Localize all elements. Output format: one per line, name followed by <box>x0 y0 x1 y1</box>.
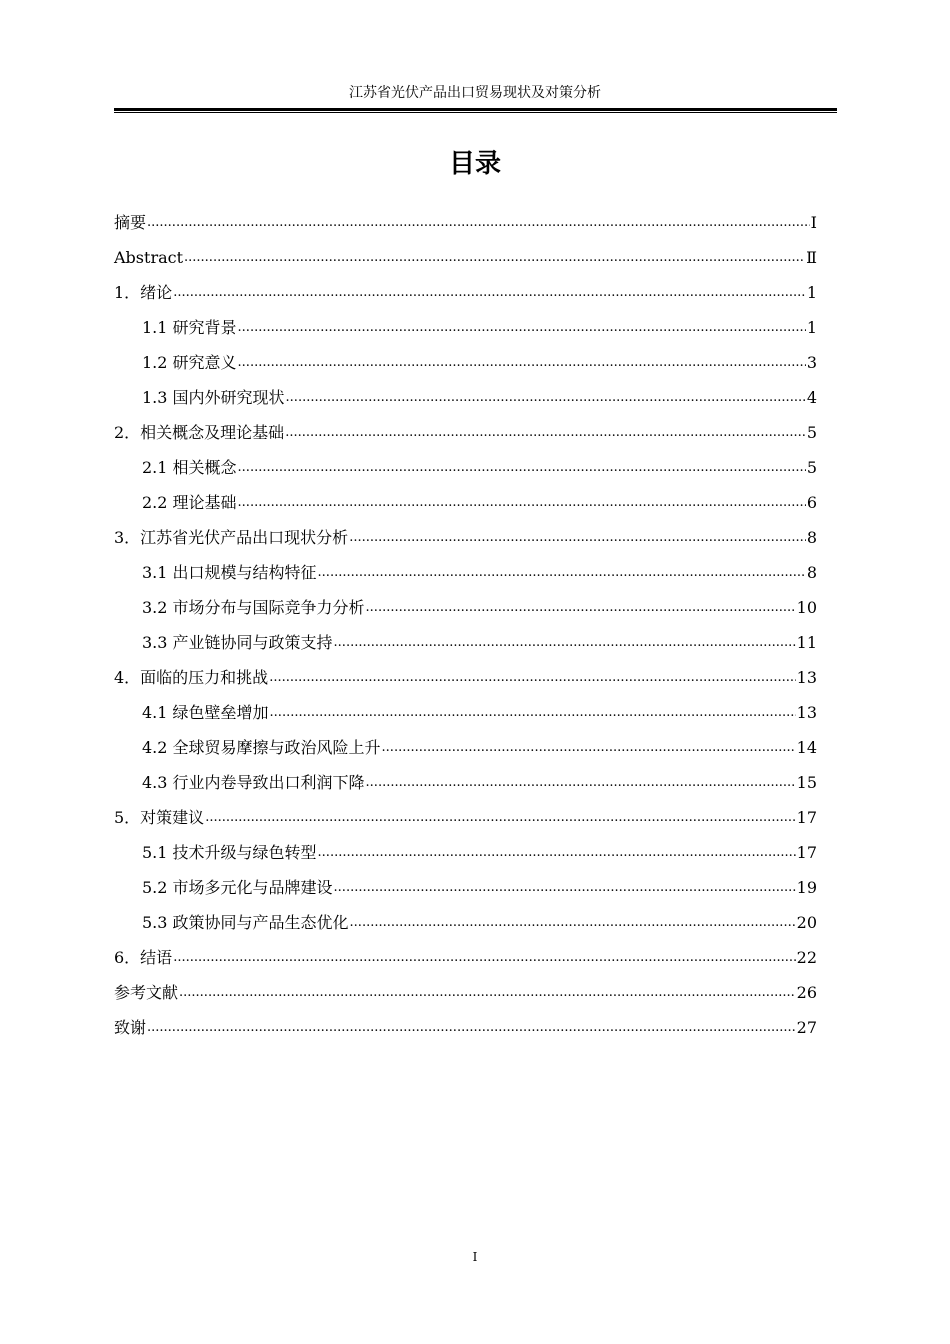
toc-entry-chapter-6[interactable] <box>114 940 817 975</box>
toc-entry-page: 17 <box>796 807 817 827</box>
toc-entry-page: Ⅰ <box>810 212 817 232</box>
toc-entry-label: 3．江苏省光伏产品出口现状分析 <box>114 527 349 547</box>
toc-entry-page: 20 <box>796 912 817 932</box>
toc-leader-dots <box>334 878 796 898</box>
toc-leader-dots <box>147 1018 796 1038</box>
toc-leader-dots <box>238 318 806 338</box>
toc-leader-dots <box>318 843 796 863</box>
toc-entry-page: 22 <box>796 947 817 967</box>
toc-entry-label: 1.2 研究意义 <box>142 352 237 372</box>
toc-leader-dots <box>205 808 795 828</box>
toc-leader-dots <box>334 633 796 653</box>
toc-entry-label: 6．结语 <box>114 947 173 967</box>
toc-entry-section-4-3[interactable] <box>114 765 817 800</box>
toc-leader-dots <box>349 528 806 548</box>
toc-entry-label: 3.1 出口规模与结构特征 <box>142 562 317 582</box>
toc-leader-dots <box>179 983 796 1003</box>
toc-leader-dots <box>270 703 796 723</box>
toc-entry-chapter-4[interactable] <box>114 660 817 695</box>
toc-entry-label: 1.1 研究背景 <box>142 317 237 337</box>
toc-entry-page: 5 <box>806 422 817 442</box>
toc-entry-label: 致谢 <box>114 1017 147 1037</box>
toc-entry-label: 4.1 绿色壁垒增加 <box>142 702 269 722</box>
toc-leader-dots <box>366 773 796 793</box>
toc-leader-dots <box>238 458 806 478</box>
toc-entry-label: 3.3 产业链协同与政策支持 <box>142 632 333 652</box>
toc-leader-dots <box>285 423 806 443</box>
toc-entry-page: 14 <box>796 737 817 757</box>
toc-entry-label: 摘要 <box>114 212 147 232</box>
toc-entry-section-3-2[interactable] <box>114 590 817 625</box>
toc-entry-label: 2．相关概念及理论基础 <box>114 422 285 442</box>
toc-entry-page: Ⅱ <box>806 247 817 267</box>
toc-entry-page: 3 <box>806 352 817 372</box>
toc-entry-page: 17 <box>796 842 817 862</box>
toc-entry-section-5-3[interactable] <box>114 905 817 940</box>
toc-entry-chapter-3[interactable] <box>114 520 817 555</box>
toc-leader-dots <box>238 493 806 513</box>
header-rule-thin <box>114 112 837 113</box>
toc-entry-section-5-1[interactable] <box>114 835 817 870</box>
toc-entry-chapter-5[interactable] <box>114 800 817 835</box>
toc-entry-abstract-en[interactable] <box>114 240 817 275</box>
toc-entry-page: 26 <box>796 982 817 1002</box>
page-number: I <box>472 1250 478 1264</box>
toc-entry-section-4-2[interactable] <box>114 730 817 765</box>
toc-entry-page: 1 <box>806 317 817 337</box>
toc-entry-page: 1 <box>806 282 817 302</box>
toc-entry-label: 2.1 相关概念 <box>142 457 237 477</box>
toc-leader-dots <box>366 598 796 618</box>
toc-entry-page: 6 <box>806 492 817 512</box>
toc-entry-page: 8 <box>806 527 817 547</box>
toc-entry-label: 参考文献 <box>114 982 179 1002</box>
toc-entry-label: 4．面临的压力和挑战 <box>114 667 269 687</box>
toc-entry-section-4-1[interactable] <box>114 695 817 730</box>
toc-entry-page: 11 <box>796 632 817 652</box>
toc-leader-dots <box>173 948 795 968</box>
toc-entry-label: 5.3 政策协同与产品生态优化 <box>142 912 349 932</box>
toc-leader-dots <box>173 283 806 303</box>
toc-entry-section-1-2[interactable] <box>114 345 817 380</box>
toc-leader-dots <box>318 563 806 583</box>
toc-entry-page: 5 <box>806 457 817 477</box>
toc-entry-page: 19 <box>796 877 817 897</box>
toc-entry-page: 15 <box>796 772 817 792</box>
toc-leader-dots <box>286 388 806 408</box>
toc-leader-dots <box>238 353 806 373</box>
toc-entry-label: 4.3 行业内卷导致出口利润下降 <box>142 772 365 792</box>
toc-entry-label: 1．绪论 <box>114 282 173 302</box>
toc-entry-label: 3.2 市场分布与国际竞争力分析 <box>142 597 365 617</box>
toc-entry-label: 5.1 技术升级与绿色转型 <box>142 842 317 862</box>
toc-leader-dots <box>184 248 805 268</box>
running-header-title: 江苏省光伏产品出口贸易现状及对策分析 <box>349 85 601 101</box>
toc-entry-section-2-1[interactable] <box>114 450 817 485</box>
toc-entry-section-3-3[interactable] <box>114 625 817 660</box>
toc-entry-page: 10 <box>796 597 817 617</box>
toc-leader-dots <box>350 913 796 933</box>
toc-entry-section-1-3[interactable] <box>114 380 817 415</box>
toc-entry-section-2-2[interactable] <box>114 485 817 520</box>
toc-entry-page: 13 <box>796 702 817 722</box>
toc-entry-label: 5．对策建议 <box>114 807 205 827</box>
toc-title: 目录 <box>448 149 501 179</box>
toc-entry-page: 27 <box>796 1017 817 1037</box>
toc-entry-abstract-cn[interactable] <box>114 205 817 240</box>
toc-entry-acknowledgements[interactable] <box>114 1010 817 1045</box>
toc-entry-chapter-1[interactable] <box>114 275 817 310</box>
toc-entry-label: 2.2 理论基础 <box>142 492 237 512</box>
toc-entry-label: Abstract <box>114 247 184 267</box>
toc-entry-label: 4.2 全球贸易摩擦与政治风险上升 <box>142 737 381 757</box>
toc-leader-dots <box>382 738 796 758</box>
toc-leader-dots <box>147 213 810 233</box>
toc-entry-page: 8 <box>806 562 817 582</box>
toc-entry-section-1-1[interactable] <box>114 310 817 345</box>
toc-entry-references[interactable] <box>114 975 817 1010</box>
table-of-contents <box>114 205 817 1045</box>
toc-entry-page: 13 <box>796 667 817 687</box>
toc-entry-chapter-2[interactable] <box>114 415 817 450</box>
toc-entry-label: 1.3 国内外研究现状 <box>142 387 285 407</box>
header-rule-thick <box>114 108 837 111</box>
toc-leader-dots <box>269 668 795 688</box>
toc-entry-label: 5.2 市场多元化与品牌建设 <box>142 877 333 897</box>
toc-entry-section-5-2[interactable] <box>114 870 817 905</box>
toc-entry-page: 4 <box>806 387 817 407</box>
toc-entry-section-3-1[interactable] <box>114 555 817 590</box>
